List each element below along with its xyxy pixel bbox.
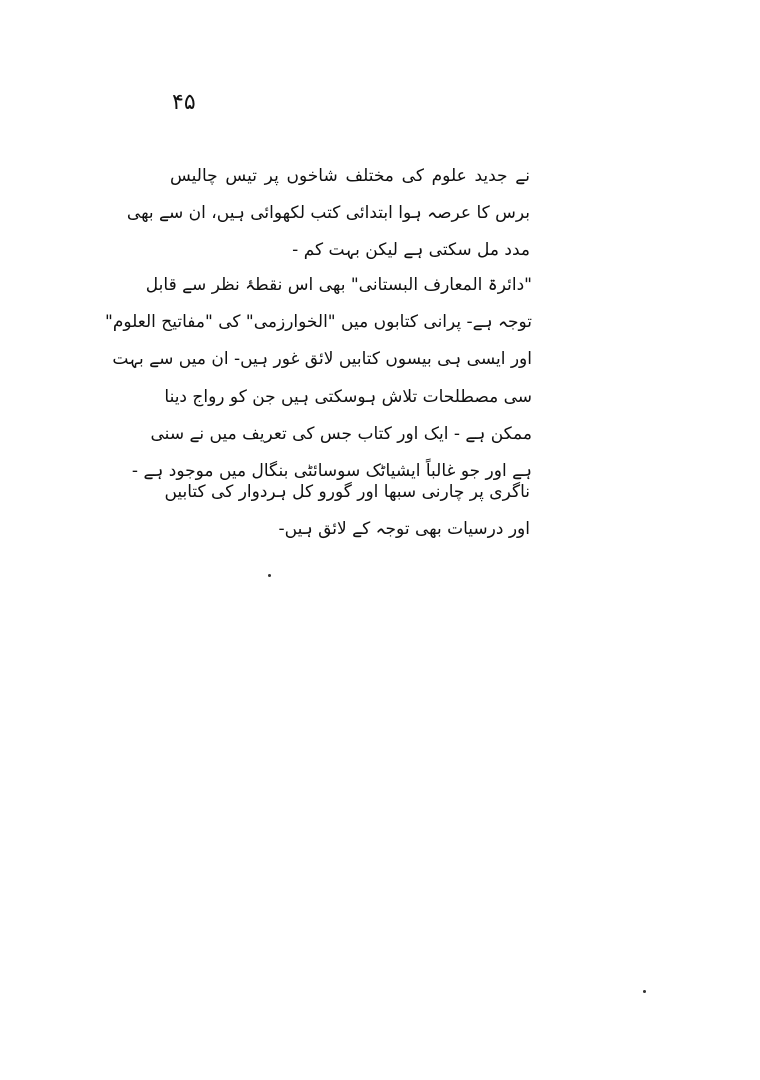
paragraph-line: "دائرۃ المعارف البستانی" بھی اس نقطۂ نظر سے قابل [145, 275, 532, 295]
scan-speck [268, 574, 271, 577]
page-number: ۴۵ [172, 90, 196, 115]
paragraph-line: توجہ ہے- پرانی کتابوں میں "الخوارزمی" کی "مفاتیح العلوم" [105, 312, 532, 333]
paragraph-2 [105, 267, 532, 490]
scan-speck [643, 990, 646, 993]
paragraph-1 [126, 158, 530, 270]
paragraph-line: نے جدید علوم کی مختلف شاخوں پر تیس چالیس [170, 166, 530, 186]
paragraph-line: سی مصطلحات تلاش ہوسکتی ہیں جن کو رواج دینا [164, 386, 532, 407]
paragraph-line: ہے اور جو غالباً ایشیاٹک سوسائٹی بنگال میں موجود ہے - [131, 460, 532, 481]
paragraph-line: مدد مل سکتی ہے لیکن بہت کم - [292, 240, 530, 261]
paragraph-line: اور ایسی ہی بیسوں کتابیں لائق غور ہیں- ان میں سے بہت [112, 349, 532, 370]
paragraph-3 [164, 474, 530, 548]
paragraph-line: ممکن ہے - ایک اور کتاب جس کی تعریف میں نے سنی [150, 423, 532, 444]
paragraph-line: اور درسیات بھی توجہ کے لائق ہیں- [278, 519, 530, 540]
paragraph-line: ناگری پر چارنی سبھا اور گورو کل ہردوار کی کتابیں [164, 482, 530, 502]
paragraph-line: برس کا عرصہ ہوا ابتدائی کتب لکھوائی ہیں، ان سے بھی [126, 203, 530, 224]
